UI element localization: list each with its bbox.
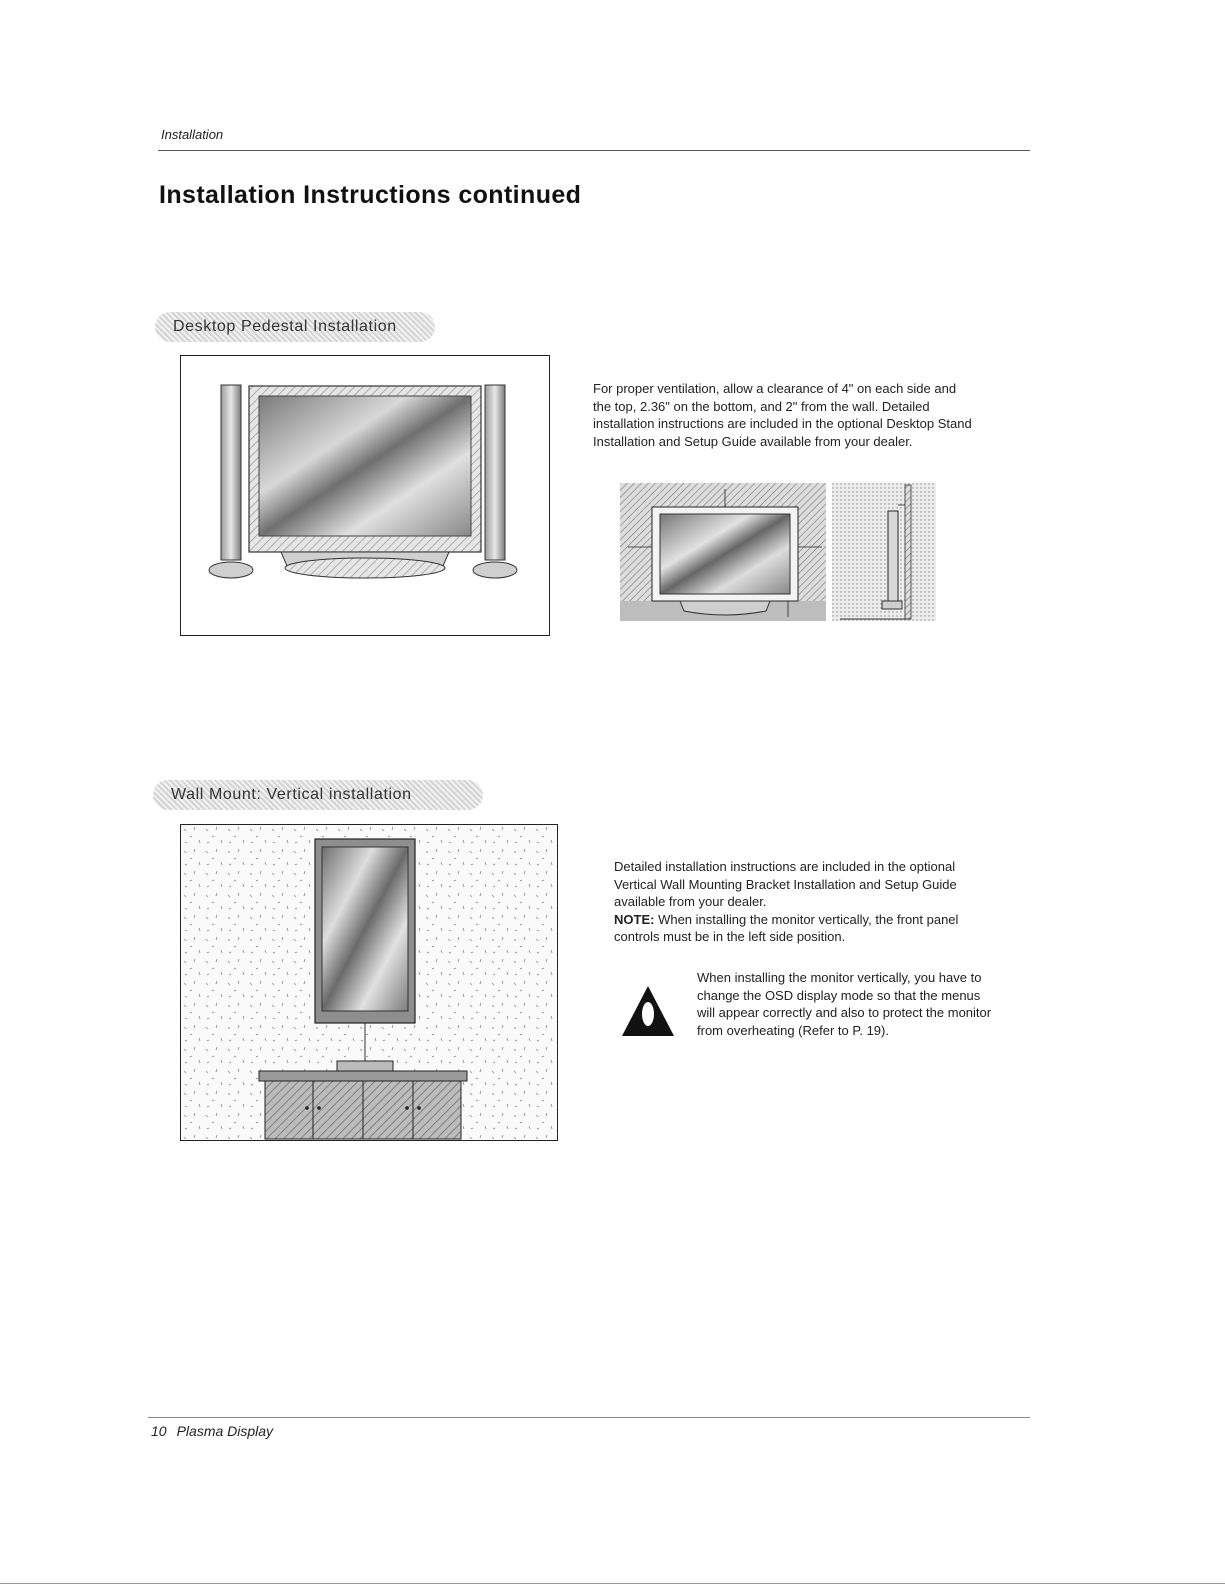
wall-mount-text — [614, 858, 994, 946]
note-text: When installing the monitor vertically, the front panel controls must be in the left side position. — [614, 911, 959, 944]
note-label: NOTE: — [614, 911, 655, 927]
ventilation-clearance-figure — [620, 483, 938, 623]
desktop-pedestal-figure — [180, 355, 550, 636]
section-heading-wall-mount: Wall Mount: Vertical installation — [153, 780, 483, 810]
desktop-description: For proper ventilation, allow a clearance of 4" on each side and the top, 2.36" on the bottom, and 2" from the wall. Detailed installation instructions are included in the optional Desktop Stand Installation and Setup Guide available from your dealer. — [593, 381, 972, 449]
page-footer — [151, 1423, 273, 1439]
running-header: Installation — [161, 127, 224, 142]
page-number: 10 — [151, 1423, 167, 1439]
page-edge-line — [0, 1583, 1225, 1584]
section-heading-desktop: Desktop Pedestal Installation — [155, 312, 435, 342]
footer-divider — [148, 1417, 1030, 1418]
wall-mount-vertical-figure — [180, 824, 558, 1141]
product-name: Plasma Display — [176, 1423, 274, 1439]
wall-mount-warning: When installing the monitor vertically, you have to change the OSD display mode so that the menus will appear correctly and also to protect the monitor from overheating (Refer to P. 19). — [697, 970, 992, 1038]
header-divider — [158, 150, 1030, 151]
wall-mount-description: Detailed installation instructions are included in the optional Vertical Wall Mounting Bracket Installation and Setup Guide available from your dealer. — [614, 859, 957, 909]
page-title: Installation Instructions continued — [159, 181, 582, 209]
wall-mount-note — [614, 911, 994, 946]
warning-triangle-icon — [620, 984, 676, 1038]
